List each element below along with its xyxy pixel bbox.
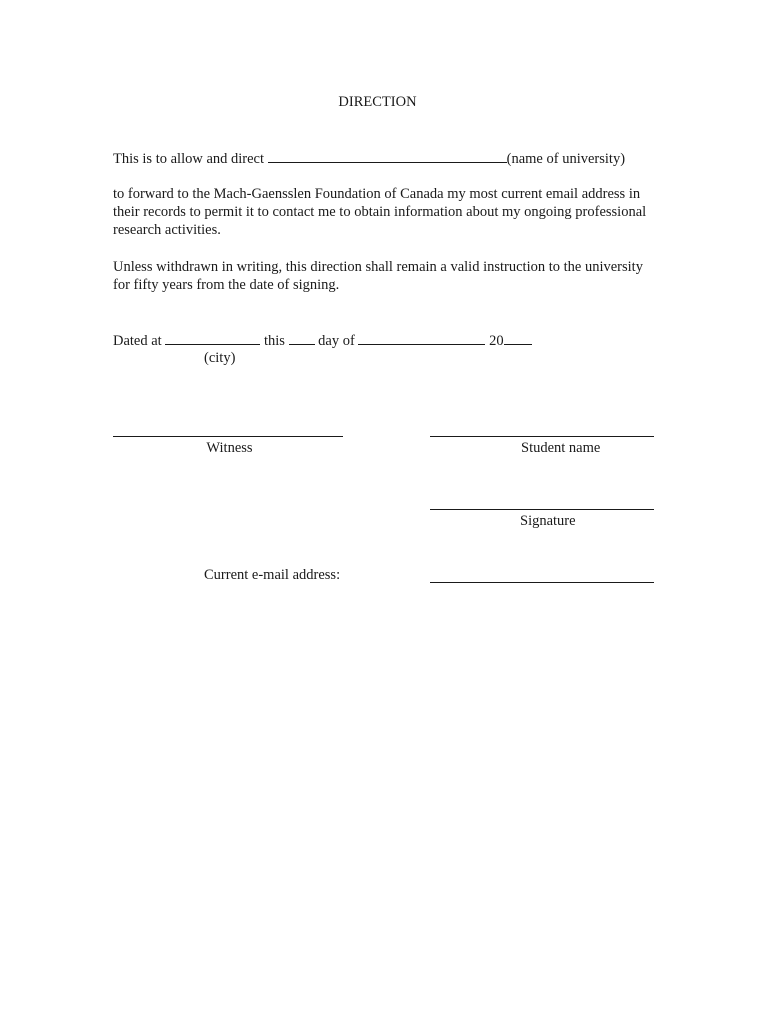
- day-of-label: day of: [318, 333, 355, 349]
- student-name-label: Student name: [521, 440, 601, 456]
- direct-prefix: This is to allow and direct: [113, 151, 265, 167]
- city-caption: (city): [204, 350, 236, 366]
- witness-signature-line[interactable]: [113, 436, 343, 437]
- paragraph-validity: Unless withdrawn in writing, this direction shall remain a valid instruction to the university for fifty years from the date of signing.: [113, 259, 643, 294]
- this-label: this: [263, 333, 285, 349]
- dated-at-label: Dated at: [113, 333, 162, 349]
- student-name-line[interactable]: [430, 436, 654, 437]
- document-title: DIRECTION: [338, 94, 417, 110]
- email-line[interactable]: [430, 582, 654, 583]
- signature-line[interactable]: [430, 509, 654, 510]
- year-blank[interactable]: [504, 330, 532, 345]
- witness-label: Witness: [206, 440, 253, 456]
- university-name-hint: (name of university): [506, 151, 626, 167]
- signature-label: Signature: [520, 513, 576, 529]
- email-label: Current e-mail address:: [204, 567, 341, 583]
- day-blank[interactable]: [289, 330, 315, 345]
- city-blank[interactable]: [165, 330, 260, 345]
- dated-line: [113, 330, 532, 350]
- year-prefix: 20: [489, 333, 504, 349]
- month-blank[interactable]: [358, 330, 485, 345]
- university-name-blank[interactable]: [268, 148, 507, 163]
- paragraph-forward-email: to forward to the Mach-Gaensslen Foundation of Canada my most current email address in their records to permit it to contact me to obtain information about my ongoing professional research activities.: [113, 186, 647, 239]
- university-line: [113, 148, 625, 168]
